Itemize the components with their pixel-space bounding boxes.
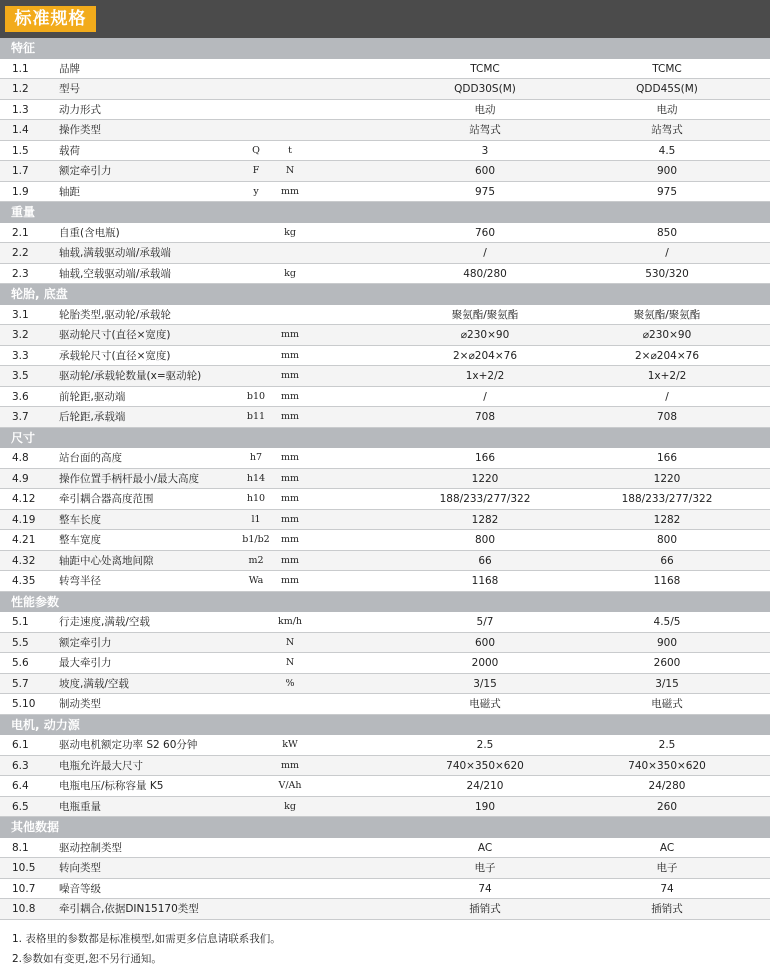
value-model-2-text: 4.5/5 — [653, 616, 681, 628]
value-model-1-text: 708 — [474, 411, 496, 423]
table-row — [0, 756, 770, 777]
item-symbol-text: F — [252, 165, 260, 176]
item-symbol-text: h14 — [246, 472, 266, 484]
item-name: 坡度,满载/空载 — [59, 677, 129, 690]
item-number: 6.5 — [12, 800, 29, 813]
table-row — [0, 879, 770, 900]
item-name: 牵引耦合,依据DIN15170类型 — [59, 903, 199, 915]
table-row — [0, 448, 770, 469]
section-header: 其他数据 — [0, 817, 770, 838]
header-bar — [0, 0, 770, 38]
item-number: 10.8 — [12, 903, 36, 915]
value-model-2-text: 850 — [656, 226, 678, 239]
section-rows — [0, 59, 770, 203]
item-unit-text: % — [285, 677, 295, 689]
item-unit-text: mm — [280, 493, 300, 504]
item-symbol-text: b11 — [246, 411, 266, 422]
item-number: 4.19 — [12, 513, 36, 526]
item-number: 4.8 — [12, 452, 29, 464]
section-rows — [0, 612, 770, 715]
value-model-2-text: 1168 — [653, 575, 681, 587]
value-model-2-text: 900 — [656, 165, 678, 177]
item-name: 驱动轮尺寸(直径×宽度) — [59, 329, 171, 341]
value-model-2-text: / — [665, 247, 669, 259]
item-number: 3.2 — [12, 329, 29, 341]
item-name: 转向类型 — [59, 862, 101, 874]
item-number: 1.2 — [12, 83, 29, 95]
footnotes — [12, 929, 281, 969]
section-header: 重量 — [0, 202, 770, 223]
item-name: 动力形式 — [59, 103, 101, 116]
value-model-2-text: 900 — [656, 636, 678, 649]
value-model-2-text: 66 — [660, 554, 674, 567]
value-model-1-text: ⌀230×90 — [460, 329, 510, 341]
item-number: 3.5 — [12, 370, 29, 382]
item-unit-text: N — [285, 657, 295, 668]
item-unit-text: N — [285, 636, 295, 648]
footnote: 1. 表格里的参数都是标准模型,如需更多信息请联系我们。 — [12, 933, 281, 945]
value-model-2-text: 1220 — [653, 472, 681, 485]
item-name: 载荷 — [59, 144, 80, 157]
section-header: 轮胎, 底盘 — [0, 284, 770, 305]
item-unit-text: mm — [280, 370, 300, 381]
item-unit-text: mm — [280, 575, 300, 586]
item-number: 5.1 — [12, 616, 29, 628]
value-model-1-text: 电子 — [474, 862, 496, 874]
table-row — [0, 530, 770, 551]
item-number: 4.9 — [12, 472, 29, 485]
value-model-2-text: 聚氨酯/聚氨酯 — [633, 308, 701, 321]
table-row — [0, 243, 770, 264]
item-symbol-text: y — [253, 185, 259, 197]
section-header: 特征 — [0, 38, 770, 59]
item-number: 10.7 — [12, 882, 36, 895]
item-number: 1.9 — [12, 185, 29, 198]
value-model-2-text: 260 — [656, 800, 678, 813]
item-unit-text: kg — [284, 226, 296, 238]
page-title: 标准规格 — [5, 6, 96, 32]
value-model-1-text: 24/210 — [466, 780, 504, 792]
value-model-2-text: 188/233/277/322 — [621, 493, 713, 505]
value-model-1-text: AC — [477, 841, 493, 854]
item-number: 5.6 — [12, 657, 29, 669]
table-row — [0, 325, 770, 346]
item-name: 驱动控制类型 — [59, 841, 122, 854]
item-name: 轴载,空载驱动端/承载端 — [59, 267, 171, 280]
value-model-1-text: 600 — [474, 636, 496, 649]
table-row — [0, 387, 770, 408]
item-unit-text: kg — [284, 267, 296, 279]
item-unit-text: mm — [280, 759, 300, 771]
value-model-2-text: 530/320 — [645, 267, 689, 280]
item-number: 4.35 — [12, 575, 36, 587]
item-number: 3.7 — [12, 411, 29, 423]
item-symbol-text: Wa — [248, 575, 264, 586]
table-row — [0, 653, 770, 674]
value-model-1-text: 1x+2/2 — [465, 370, 505, 382]
item-number: 1.3 — [12, 103, 29, 116]
value-model-1-text: 3/15 — [473, 677, 497, 690]
item-unit-text: mm — [280, 513, 300, 525]
item-number: 6.4 — [12, 780, 29, 792]
section-header: 尺寸 — [0, 428, 770, 449]
value-model-2-text: 74 — [660, 882, 674, 895]
value-model-2-text: TCMC — [652, 62, 682, 75]
section-rows — [0, 838, 770, 920]
table-row — [0, 79, 770, 100]
item-name: 驱动电机额定功率 S2 60分钟 — [59, 739, 198, 751]
value-model-1-text: 480/280 — [463, 267, 507, 280]
item-symbol-text: h10 — [246, 493, 266, 504]
value-model-1-text: 聚氨酯/聚氨酯 — [451, 308, 519, 321]
value-model-2-text: 740×350×620 — [628, 759, 706, 772]
value-model-1-text: 2.5 — [476, 739, 494, 751]
value-model-1-text: 2000 — [471, 657, 499, 669]
item-symbol-text: h7 — [249, 452, 263, 463]
item-unit-text: mm — [280, 411, 300, 422]
value-model-1-text: 190 — [474, 800, 496, 813]
table-row — [0, 735, 770, 756]
table-row — [0, 571, 770, 592]
item-name: 操作位置手柄杆最小/最大高度 — [59, 472, 200, 485]
value-model-1-text: 2×⌀204×76 — [453, 349, 517, 362]
value-model-1-text: 站驾式 — [469, 124, 501, 136]
item-name: 承载轮尺寸(直径×宽度) — [59, 349, 171, 362]
item-number: 1.1 — [12, 62, 29, 75]
value-model-2-text: 166 — [656, 452, 678, 464]
item-unit-text: mm — [280, 390, 300, 402]
table-row — [0, 776, 770, 797]
value-model-2-text: 1x+2/2 — [647, 370, 687, 382]
item-unit-text: t — [288, 144, 292, 156]
section-rows — [0, 448, 770, 592]
item-unit-text: mm — [280, 349, 300, 361]
item-name: 额定牵引力 — [59, 165, 112, 177]
table-row — [0, 694, 770, 715]
item-number: 1.4 — [12, 124, 29, 136]
item-name: 驱动轮/承载轮数量(x=驱动轮) — [59, 370, 202, 382]
section-rows — [0, 305, 770, 428]
item-name: 电瓶允许最大尺寸 — [59, 759, 143, 772]
item-number: 2.2 — [12, 247, 29, 259]
item-name: 制动类型 — [59, 698, 101, 710]
value-model-1-text: 975 — [474, 185, 496, 198]
item-unit-text: mm — [280, 185, 300, 197]
value-model-1-text: QDD30S(M) — [454, 83, 516, 95]
item-name: 自重(含电瓶) — [59, 226, 120, 239]
table-row — [0, 489, 770, 510]
table-row — [0, 858, 770, 879]
value-model-2-text: 插销式 — [651, 903, 683, 915]
value-model-2-text: 2600 — [653, 657, 681, 669]
item-name: 牵引耦合器高度范围 — [59, 493, 154, 505]
item-symbol-text: m2 — [248, 554, 264, 566]
value-model-2-text: 975 — [656, 185, 678, 198]
value-model-2-text: 电磁式 — [651, 698, 683, 710]
item-name: 操作类型 — [59, 124, 101, 136]
section-rows — [0, 223, 770, 285]
table-row — [0, 612, 770, 633]
value-model-2-text: 电动 — [656, 103, 678, 116]
value-model-2-text: 24/280 — [648, 780, 686, 792]
item-number: 3.6 — [12, 390, 29, 403]
item-name: 整车宽度 — [59, 534, 101, 546]
section-header: 电机, 动力源 — [0, 715, 770, 736]
item-number: 10.5 — [12, 862, 36, 874]
item-name: 整车长度 — [59, 513, 101, 526]
item-number: 8.1 — [12, 841, 29, 854]
section-rows — [0, 735, 770, 817]
item-name: 品牌 — [59, 62, 80, 75]
value-model-1-text: TCMC — [470, 62, 500, 75]
table-row — [0, 305, 770, 326]
table-row — [0, 182, 770, 203]
value-model-2-text: 708 — [656, 411, 678, 423]
item-name: 前轮距,驱动端 — [59, 390, 126, 403]
value-model-2-text: 电子 — [656, 862, 678, 874]
item-number: 1.7 — [12, 165, 29, 177]
value-model-1-text: 760 — [474, 226, 496, 239]
table-row — [0, 551, 770, 572]
item-symbol-text: b10 — [246, 390, 266, 402]
table-row — [0, 797, 770, 818]
item-number: 4.32 — [12, 554, 36, 567]
value-model-1-text: 3 — [481, 144, 489, 157]
item-unit-text: V/Ah — [278, 780, 302, 791]
table-row — [0, 59, 770, 80]
item-number: 6.1 — [12, 739, 29, 751]
value-model-2-text: 800 — [656, 534, 678, 546]
table-row — [0, 674, 770, 695]
item-name: 最大牵引力 — [59, 657, 112, 669]
footnote: 2.参数如有变更,恕不另行通知。 — [12, 953, 162, 965]
value-model-1-text: / — [483, 390, 487, 403]
value-model-1-text: 1168 — [471, 575, 499, 587]
item-number: 3.3 — [12, 349, 29, 362]
value-model-1-text: 电动 — [474, 103, 496, 116]
table-row — [0, 346, 770, 367]
item-symbol-text: l1 — [251, 513, 261, 525]
item-unit-text: mm — [280, 329, 300, 340]
value-model-1-text: 1220 — [471, 472, 499, 485]
item-unit-text: kg — [284, 800, 296, 812]
item-unit-text: kW — [282, 739, 298, 750]
value-model-2-text: 2.5 — [658, 739, 676, 751]
value-model-1-text: 电磁式 — [469, 698, 501, 710]
item-number: 1.5 — [12, 144, 29, 157]
value-model-1-text: 74 — [478, 882, 492, 895]
item-name: 轴距 — [59, 185, 80, 198]
item-symbol-text: b1/b2 — [242, 534, 270, 545]
table-row — [0, 366, 770, 387]
item-name: 轴距中心处离地间隙 — [59, 554, 154, 567]
table-row — [0, 838, 770, 859]
item-unit-text: mm — [280, 554, 300, 566]
table-row — [0, 141, 770, 162]
value-model-1-text: 740×350×620 — [446, 759, 524, 772]
item-name: 电瓶电压/标称容量 K5 — [59, 780, 164, 792]
table-row — [0, 633, 770, 654]
item-number: 4.12 — [12, 493, 36, 505]
table-row — [0, 120, 770, 141]
value-model-2-text: 2×⌀204×76 — [635, 349, 699, 362]
table-row — [0, 899, 770, 920]
value-model-1-text: 5/7 — [476, 616, 494, 628]
item-unit-text: km/h — [277, 616, 303, 627]
table-row — [0, 161, 770, 182]
value-model-1-text: 188/233/277/322 — [439, 493, 531, 505]
value-model-1-text: 1282 — [471, 513, 499, 526]
item-unit-text: mm — [280, 472, 300, 484]
table-row — [0, 510, 770, 531]
value-model-1-text: 66 — [478, 554, 492, 567]
value-model-2-text: / — [665, 390, 669, 403]
item-name: 额定牵引力 — [59, 636, 112, 649]
value-model-2-text: AC — [659, 841, 675, 854]
item-symbol-text: Q — [252, 144, 260, 156]
value-model-1-text: / — [483, 247, 487, 259]
item-name: 电瓶重量 — [59, 800, 101, 813]
table-row — [0, 407, 770, 428]
value-model-1-text: 600 — [474, 165, 496, 177]
item-name: 噪音等级 — [59, 882, 101, 895]
item-name: 型号 — [59, 83, 80, 95]
item-name: 轴载,满载驱动端/承载端 — [59, 247, 171, 259]
value-model-2-text: 站驾式 — [651, 124, 683, 136]
item-number: 2.3 — [12, 267, 29, 280]
item-number: 5.7 — [12, 677, 29, 690]
value-model-2-text: 4.5 — [658, 144, 676, 157]
item-name: 站台面的高度 — [59, 452, 122, 464]
item-number: 2.1 — [12, 226, 29, 239]
item-unit-text: mm — [280, 534, 300, 545]
value-model-1-text: 166 — [474, 452, 496, 464]
table-row — [0, 223, 770, 244]
value-model-2-text: 3/15 — [655, 677, 679, 690]
value-model-2-text: 1282 — [653, 513, 681, 526]
item-number: 5.5 — [12, 636, 29, 649]
item-number: 6.3 — [12, 759, 29, 772]
item-number: 5.10 — [12, 698, 36, 710]
item-name: 行走速度,满载/空载 — [59, 616, 150, 628]
item-unit-text: N — [285, 165, 295, 176]
value-model-1-text: 插销式 — [469, 903, 501, 915]
item-name: 转弯半径 — [59, 575, 101, 587]
table-row — [0, 100, 770, 121]
section-header: 性能参数 — [0, 592, 770, 613]
item-name: 后轮距,承载端 — [59, 411, 126, 423]
value-model-2-text: ⌀230×90 — [642, 329, 692, 341]
table-row — [0, 469, 770, 490]
item-number: 3.1 — [12, 308, 29, 321]
spec-table — [0, 38, 770, 920]
item-name: 轮胎类型,驱动轮/承载轮 — [59, 308, 171, 321]
value-model-1-text: 800 — [474, 534, 496, 546]
table-row — [0, 264, 770, 285]
item-number: 4.21 — [12, 534, 36, 546]
item-unit-text: mm — [280, 452, 300, 463]
value-model-2-text: QDD45S(M) — [636, 83, 698, 95]
